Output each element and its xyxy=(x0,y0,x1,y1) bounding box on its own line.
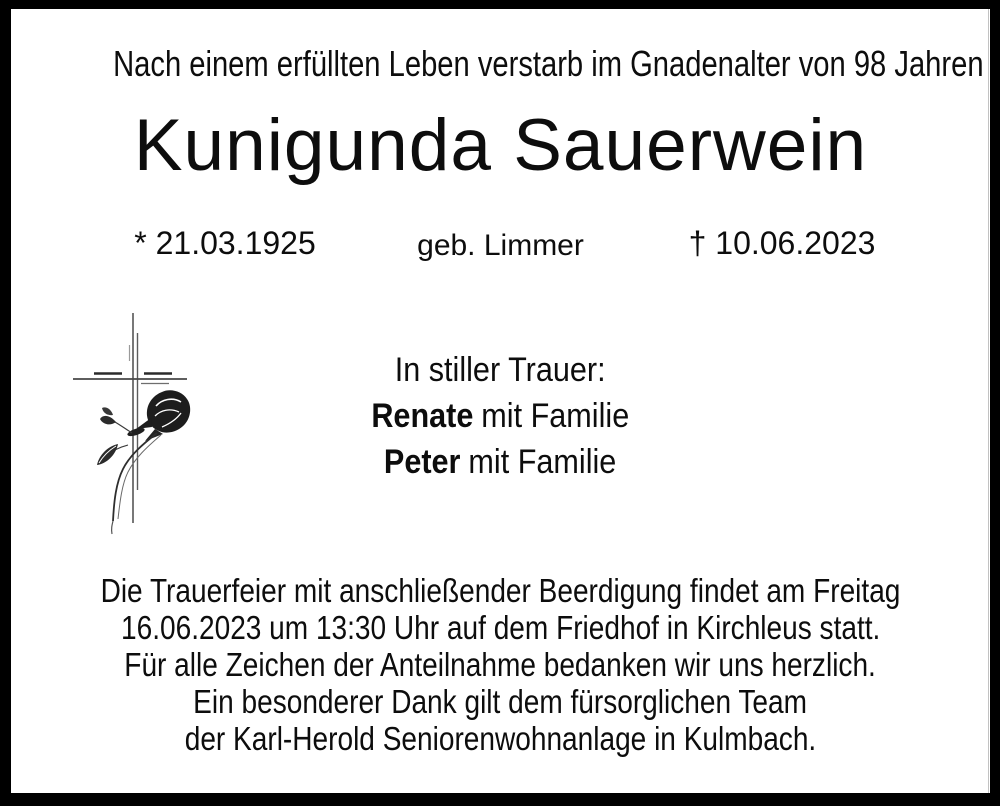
funeral-info-line: 16.06.2023 um 13:30 Uhr auf dem Friedhof in Kirchleus statt. xyxy=(120,609,881,646)
mourner-suffix: mit Familie xyxy=(481,397,630,435)
funeral-info-line: Ein besonderer Dank gilt dem fürsorglichen Team xyxy=(193,683,808,720)
mourner-name: Renate xyxy=(371,397,474,435)
birth-date: * 21.03.1925 xyxy=(134,225,316,261)
intro-line xyxy=(11,44,990,84)
funeral-info-line: der Karl-Herold Seniorenwohnanlage in Kulmbach. xyxy=(184,720,817,757)
maiden-name: geb. Limmer xyxy=(417,229,584,262)
death-date: † 10.06.2023 xyxy=(688,225,876,261)
funeral-info-block xyxy=(11,572,990,757)
mourner-line xyxy=(11,397,990,436)
mourner-suffix: mit Familie xyxy=(468,443,617,481)
mourning-header: In stiller Trauer: xyxy=(395,351,606,389)
mourner-name: Peter xyxy=(384,443,461,481)
mourner-line xyxy=(11,443,990,482)
funeral-info-line: Die Trauerfeier mit anschließender Beerdigung findet am Freitag xyxy=(100,572,901,609)
deceased-name: Kunigunda Sauerwein xyxy=(133,105,868,186)
intro-text: Nach einem erfüllten Leben verstarb im Gnadenalter von 98 Jahren xyxy=(113,43,984,84)
funeral-info-line: Für alle Zeichen der Anteilnahme bedanken wir uns herzlich. xyxy=(124,646,877,683)
